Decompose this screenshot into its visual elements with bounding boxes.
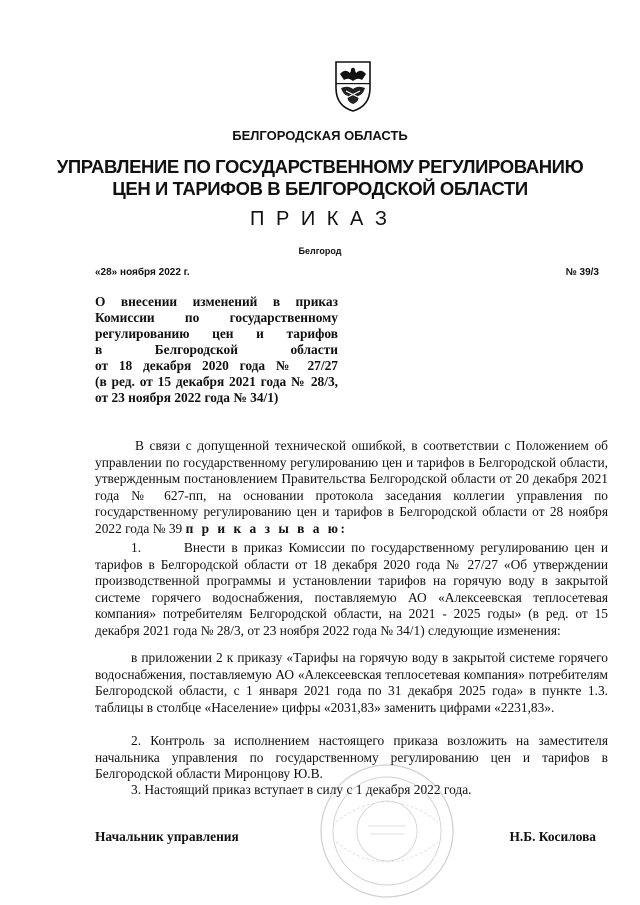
item-1-text: Внести в приказ Комиссии по государственному регулированию цен и тарифов в Белгородской области от 18 декабря 2020 года № 27/27 «Об утверждении производственной программы и установлении тарифов на горячую воду в закрытой системе горячего водоснабжения, поставляемую АО «Алексеевская теплосетевая компания» потребителям Белгородской области, на 2021 - 2025 годы» (в ред. от 15 декабря 2021 года № 28/3, от 23 ноября 2022 года № 34/1) следующие изменения: — [95, 540, 609, 638]
signer-position: Начальник управления — [95, 829, 239, 844]
subject-line: от 18 декабря 2020 года № 27/27 — [95, 358, 338, 373]
item-1-number: 1. — [131, 540, 142, 555]
order-subject — [95, 294, 338, 406]
order-date: «28» ноября 2022 г. — [95, 267, 190, 278]
signer-name: Н.Б. Косилова — [509, 829, 596, 844]
item-3-text: 3. Настоящий приказ вступает в силу с 1 декабря 2022 года. — [131, 782, 472, 797]
subject-line: от 23 ноября 2022 года № 34/1) — [95, 390, 279, 405]
official-stamp — [318, 762, 456, 900]
city: Белгород — [298, 246, 342, 256]
authority-title-line2: ЦЕН И ТАРИФОВ В БЕЛГОРОДСКОЙ ОБЛАСТИ — [112, 178, 528, 199]
item-1-sub-text: в приложении 2 к приказу «Тарифы на горячую воду в закрытой системе горячего водоснабжения, поставляемую АО «Алексеевская теплосетевая компания» потребителям Белгородской области, с 1 января 2021 года по 31 декабря 2025 года» в пункте 1.3. таблицы в столбце «Население» цифры «2031,83» заменить цифрами «2231,83». — [95, 650, 608, 715]
coat-of-arms — [330, 58, 376, 114]
item-1-subparagraph — [95, 650, 608, 716]
intro-paragraph — [95, 438, 608, 537]
item-1-paragraph — [95, 540, 608, 639]
order-number: № 39/3 — [565, 267, 599, 278]
subject-line: Комиссии по государственному — [95, 310, 338, 325]
document-type: П Р И К А З — [250, 208, 390, 230]
authority-title-line1: УПРАВЛЕНИЕ ПО ГОСУДАРСТВЕННОМУ РЕГУЛИРОВАНИЮ — [56, 156, 584, 177]
subject-line: в Белгородской области — [95, 342, 338, 357]
order-word: п р и к а з ы в а ю: — [185, 520, 348, 536]
subject-line: (в ред. от 15 декабря 2021 года № 28/3, — [95, 374, 338, 389]
intro-text: В связи с допущенной технической ошибкой, в соответствии с Положением об управлении по государственному регулированию цен и тарифов в Белгородской области, утвержденным постановлением Правительства Белгородской области от 20 декабря 2021 года № 627-пп, на основании протокола заседания коллегии управления по государственному регулированию цен и тарифов в Белгородской области от 28 ноября 2022 года № 39 — [95, 438, 608, 536]
subject-line: регулированию цен и тарифов — [95, 326, 338, 341]
subject-line: О внесении изменений в приказ — [95, 294, 338, 309]
region-name: БЕЛГОРОДСКАЯ ОБЛАСТЬ — [232, 128, 408, 143]
item-2-text: 2. Контроль за исполнением настоящего приказа возложить на заместителя начальника управления по государственному регулированию цен и тарифов в Белгородской области Миронцову Ю.В. — [95, 733, 608, 781]
